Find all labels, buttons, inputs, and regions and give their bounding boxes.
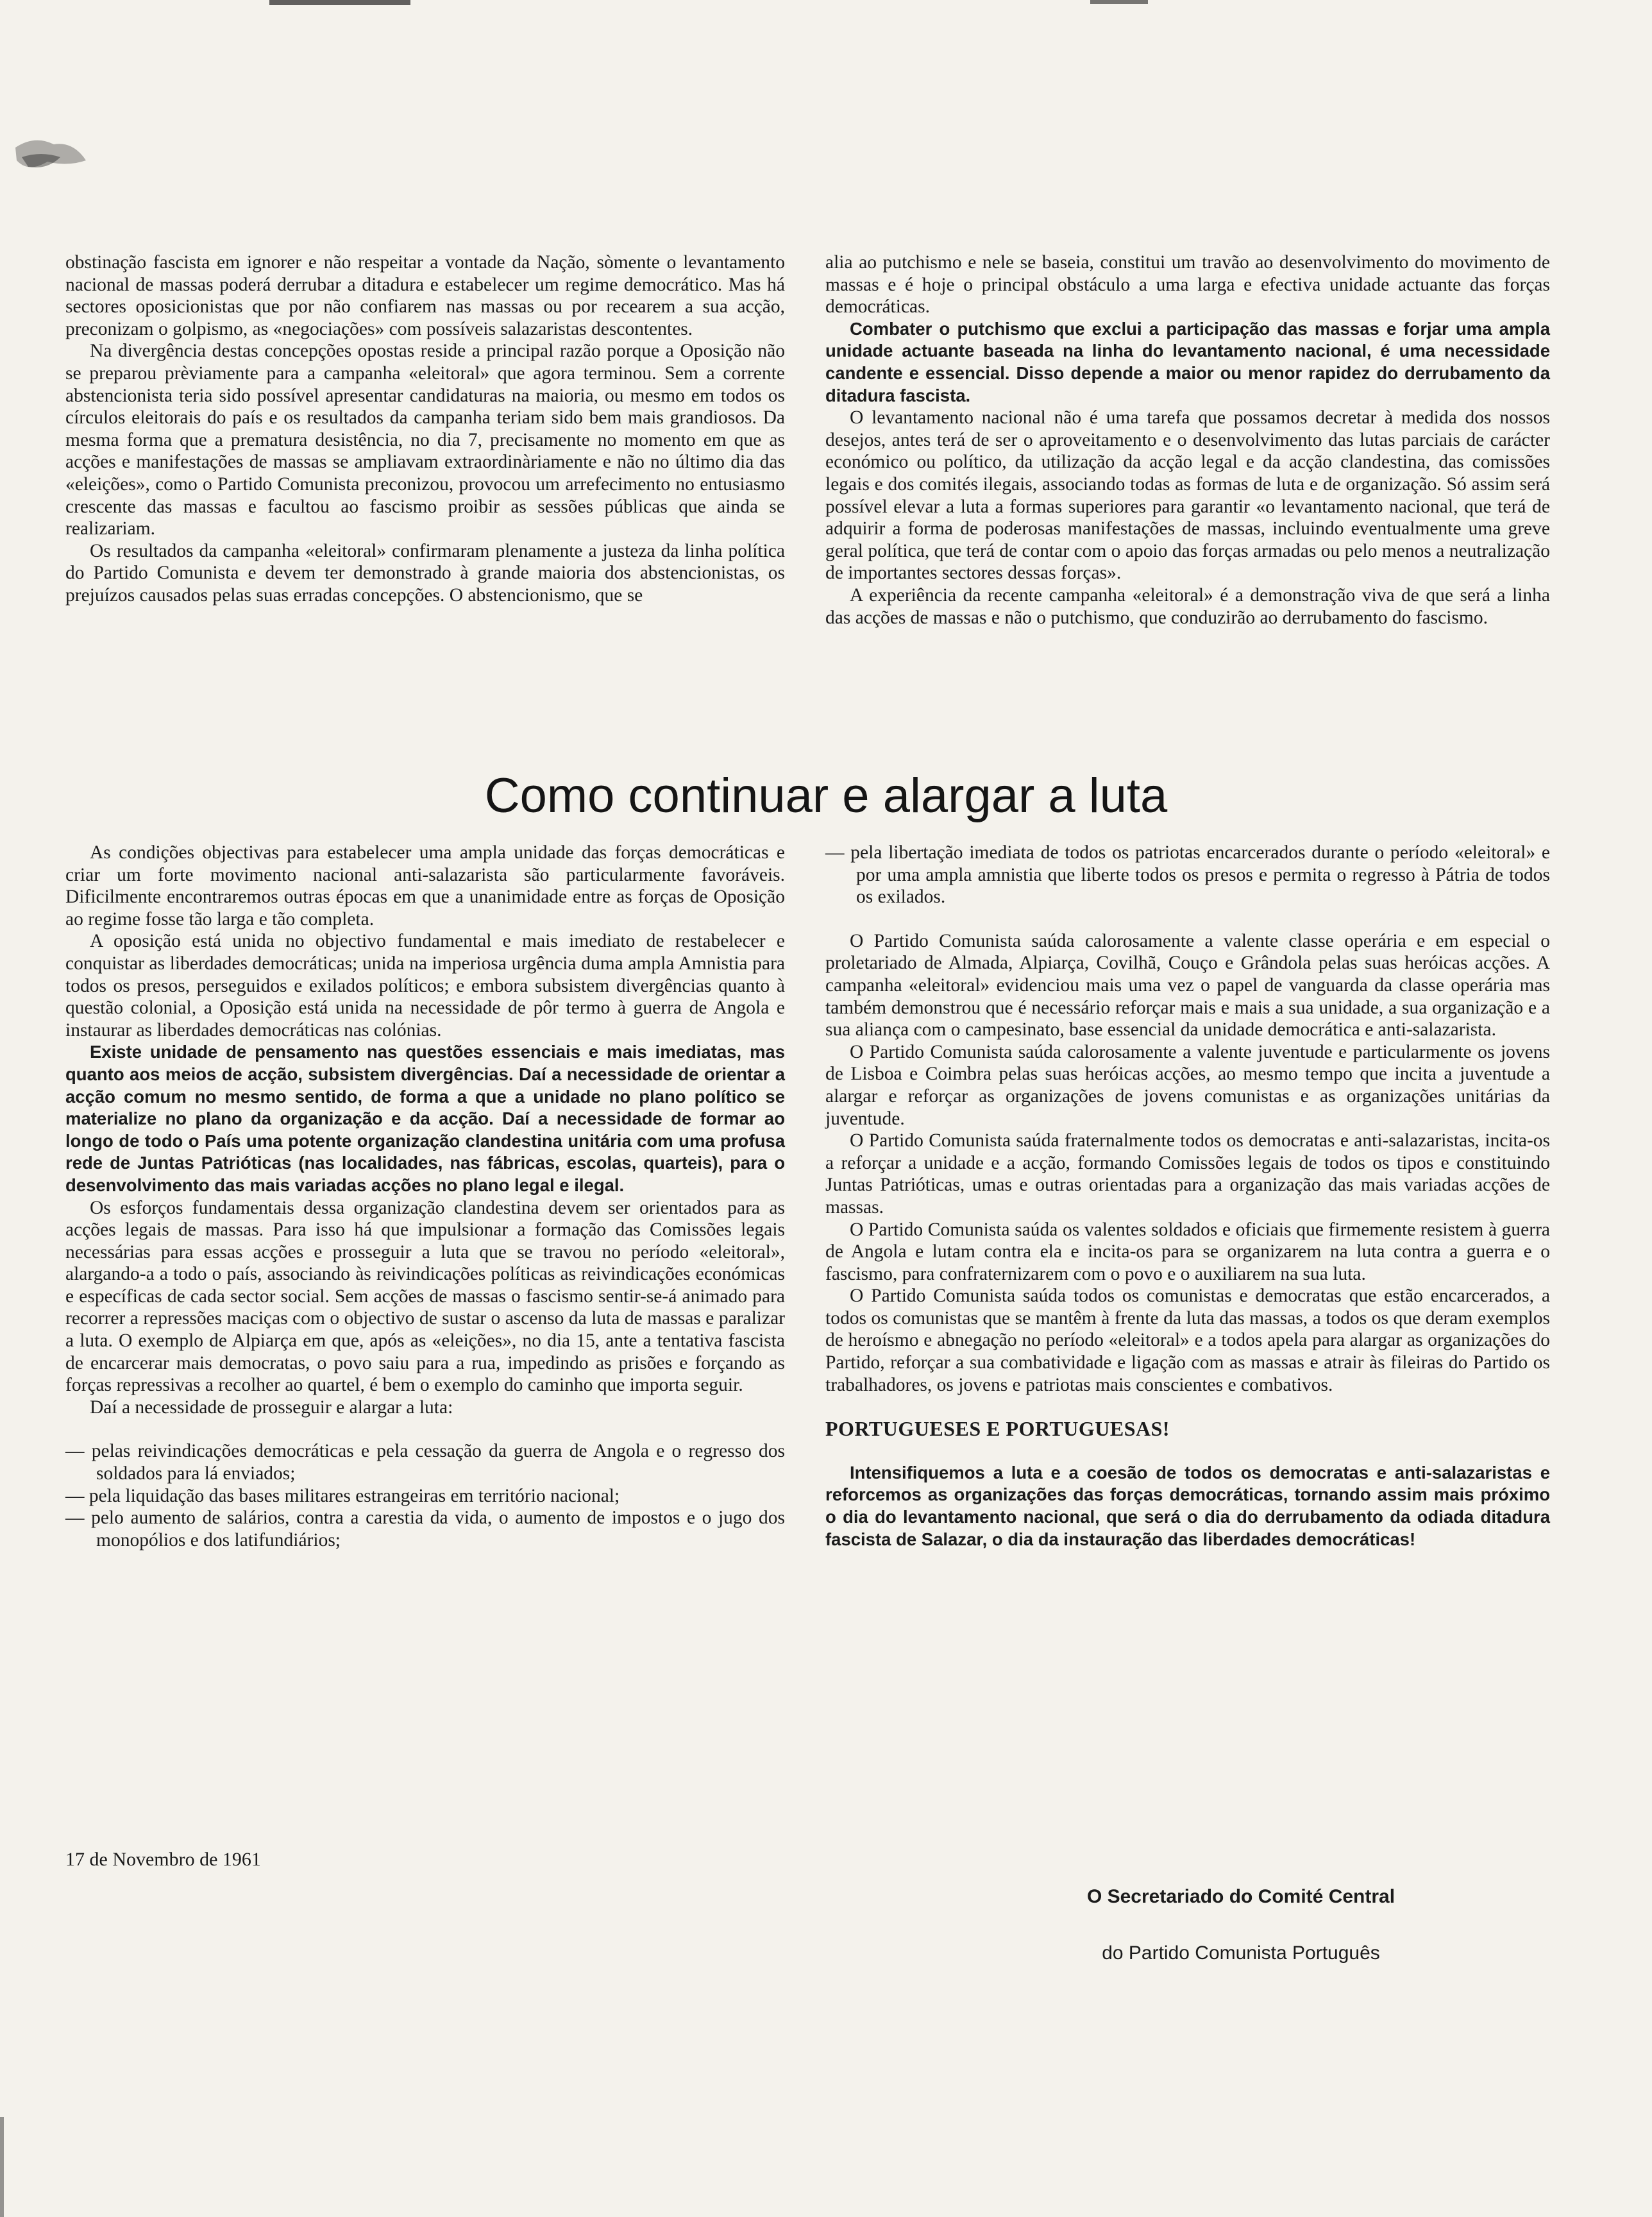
top-left-column [65,251,785,607]
paragraph: O Partido Comunista saúda calorosamente a valente juventude e particularmente os jovens de Lisboa e Coimbra pelas suas heróicas acções, ao mesmo tempo que incita a juventude a alargar e reforçar as organizações de jovens comunistas e as organizações unitárias da juventude. [825,1041,1550,1129]
list-item: — pelo aumento de salários, contra a carestia da vida, o aumento de impostos e o jugo dos monopólios e dos latifundiários; [65,1508,785,1550]
paragraph: alia ao putchismo e nele se baseia, constitui um travão ao desenvolvimento do movimento de massas e é hoje o principal obstáculo a uma larga e efectiva unidade actuante das forças democráticas. [825,252,1550,318]
signature-line-2: do Partido Comunista Português [1102,1942,1380,1964]
paragraph: O levantamento nacional não é uma tarefa que possamos decretar à medida dos nossos desejos, antes terá de ser o aproveitamento e o desenvolvimento das lutas parciais de carácter económico ou político, da utilização da acção legal e da acção clandestina, das comissões legais e dos comités ilegais, associando todas as formas de luta e de organização. Só assim será possível elevar a luta a formas superiores para garantir «o levantamento nacional, que terá de adquirir a forma de poderosas manifestações de massas, incluindo eventualmente uma greve geral política, que terá de contar com o apoio das forças armadas ou pelo menos a neutralização de importantes sectores dessas forças». [825,407,1550,584]
bold-paragraph: Existe unidade de pensamento nas questões essenciais e mais imediatas, mas quanto aos meios de acção, subsistem divergências. Daí a necessidade de orientar a acção comum no mesmo sentido, de forma a que a unidade no plano político se materialize no plano da organização e da acção. Daí a necessidade de formar ao longo de todo o País uma potente organização clandestina unitária com uma profusa rede de Juntas Patrióticas (nas localidades, nas fábricas, escolas, quarteis), para o desenvolvimento das mais variadas acções no plano legal e ilegal. [65,1042,785,1195]
paragraph: O Partido Comunista saúda todos os comunistas e democratas que estão encarcerados, a todos os comunistas que se mantêm à frente da luta das massas, a todos os que deram exemplos de heroísmo e abnegação no período «eleitoral» e a todos apela para alargar as organizações do Partido, reforçar a sua combatividade e ligação com as massas e atrair às fileiras do Partido os trabalhadores, os jovens e patriotas mais conscientes e combativos. [825,1286,1550,1395]
signature-line-1: O Secretariado do Comité Central [1086,1886,1395,1907]
paragraph: As condições objectivas para estabelecer uma ampla unidade das forças democráticas e criar um forte movimento nacional anti-salazarista são particularmente favoráveis. Dificilmente encontraremos outras épocas em que a unanimidade entre as forças de Oposição ao regime fosse tão larga e tão completa. [65,842,785,930]
section-title: Como continuar e alargar a luta [484,769,1168,823]
appeal-heading: PORTUGUESES E PORTUGUESAS! [825,1417,1170,1441]
bottom-left-column [65,842,785,1551]
list-item: — pela liquidação das bases militares estrangeiras em território nacional; [65,1485,620,1506]
scan-mark [269,0,410,5]
scan-mark [1090,0,1148,4]
paragraph: O Partido Comunista saúda calorosamente a valente classe operária e em especial o proletariado de Almada, Alpiarça, Covilhã, Couço e Grândola pelas suas heróicas acções. A campanha «eleitoral» evidenciou mais uma vez o papel de vanguarda da classe operária mas também demonstrou que é necessário reforçar mais e mais a sua unidade, a sua organização e a sua aliança com o campesinato, base essencial da unidade democrática e anti-salazarista. [825,930,1550,1041]
paragraph: Os resultados da campanha «eleitoral» confirmaram plenamente a justeza da linha política do Partido Comunista e devem ter demonstrado à grande maioria dos abstencionistas, os prejuízos causados pelas suas erradas concepções. O abstencionismo, que se [65,540,785,606]
paragraph: A experiência da recente campanha «eleitoral» é a demonstração viva de que será a linha das acções de massas e não o putchismo, que conduzirão ao derrubamento do fascismo. [825,584,1550,628]
paragraph: Na divergência destas concepções opostas reside a principal razão porque a Oposição não se preparou prèviamente para a campanha «eleitoral» que agora terminou. Sem a corrente abstencionista teria sido possível apresentar candidaturas na maioria, ou mesmo em todos os círculos eleitorais do país e os resultados da campanha teriam sido bem mais grandiosos. Da mesma forma que a prematura desistência, no dia 7, precisamente no momento em que as acções e manifestações de massas se ampliavam extraordinàriamente e não no último dia das «eleições», como o Partido Comunista preconizou, provocou um arrefecimento no entusiasmo crescente das massas e facultou ao fascismo proibir as sessões públicas que ainda se realizariam. [65,341,785,539]
paragraph: O Partido Comunista saúda fraternalmente todos os democratas e anti-salazaristas, incita-os a reforçar a unidade e a acção, formando Comissões legais de todos os tipos e constituindo Juntas Patrióticas, umas e outras orientadas para a organização das mais variadas acções de massas. [825,1130,1550,1218]
bold-paragraph: Combater o putchismo que exclui a participação das massas e forjar uma ampla unidade actuante baseada na linha do levantamento nacional, é uma necessidade candente e essencial. Disso depende a maior ou menor rapidez do derrubamento da ditadura fascista. [825,318,1550,405]
paragraph: O Partido Comunista saúda os valentes soldados e oficiais que firmemente resistem à guerra de Angola e lutam contra ela e incita-os para se organizarem na luta contra a guerra e o fascismo, para confraternizarem com o povo e o auxiliarem na sua luta. [825,1219,1550,1284]
paragraph: A oposição está unida no objectivo fundamental e mais imediato de restabelecer e conquistar as liberdades democráticas; unida na imperiosa urgência duma ampla Amnistia para todos os presos, perseguidos e exilados políticos; e embora subsistem divergências quanto à questão colonial, a Oposição está unida na necessidade de pôr termo à guerra de Angola e instaurar as liberdades democráticas nas colónias. [65,931,785,1041]
closing-paragraph: Intensifiquemos a luta e a coesão de todos os democratas e anti-salazaristas e reforcemos as organizações das forças democráticas, tornando assim mais próximo o dia do levantamento nacional, que será o dia do derrubamento da odiada ditadura fascista de Salazar, o dia da instauração das liberdades democráticas! [825,1462,1550,1549]
document-date: 17 de Novembro de 1961 [65,1849,261,1870]
scan-edge [0,2117,4,2217]
list-item: — pelas reivindicações democráticas e pela cessação da guerra de Angola e o regresso dos soldados para lá enviados; [65,1441,785,1484]
top-right-column [825,251,1550,629]
ink-smudge-icon [9,122,92,199]
list-item: — pela libertação imediata de todos os patriotas encarcerados durante o período «eleitoral» e por uma ampla amnistia que liberte todos os presos e permita o regresso à Pátria de todos os exilados. [825,842,1550,908]
paragraph: obstinação fascista em ignorer e não respeitar a vontade da Nação, sòmente o levantamento nacional de massas poderá derrubar a ditadura e estabelecer um regime democrático. Mas há sectores oposicionistas que por não confiarem nas massas ou por recearem a sua acção, preconizam o golpismo, as «negociações» com possíveis salazaristas descontentes. [65,252,785,339]
bottom-right-column [825,842,1550,1550]
paragraph: Daí a necessidade de prosseguir e alargar a luta: [90,1397,453,1418]
paragraph: Os esforços fundamentais dessa organização clandestina devem ser orientados para as acções legais de massas. Para isso há que impulsionar a formação das Comissões legais necessárias para essas acções e prosseguir a luta que se travou no período «eleitoral», alargando-a a todo o país, associando às reivindicações políticas as reivindicações económicas e específicas de cada sector social. Sem acções de massas o fascismo sentir-se-á animado para recorrer a repressões maciças com o objectivo de sustar o ascenso da luta de massas e paralizar a luta. O exemplo de Alpiarça em que, após as «eleições», no dia 15, ante a tentativa fascista de encarcerar mais democratas, o povo saiu para a rua, impedindo as prisões e forçando as forças repressivas a recolher ao quartel, é bem o exemplo do caminho que importa seguir. [65,1197,785,1396]
